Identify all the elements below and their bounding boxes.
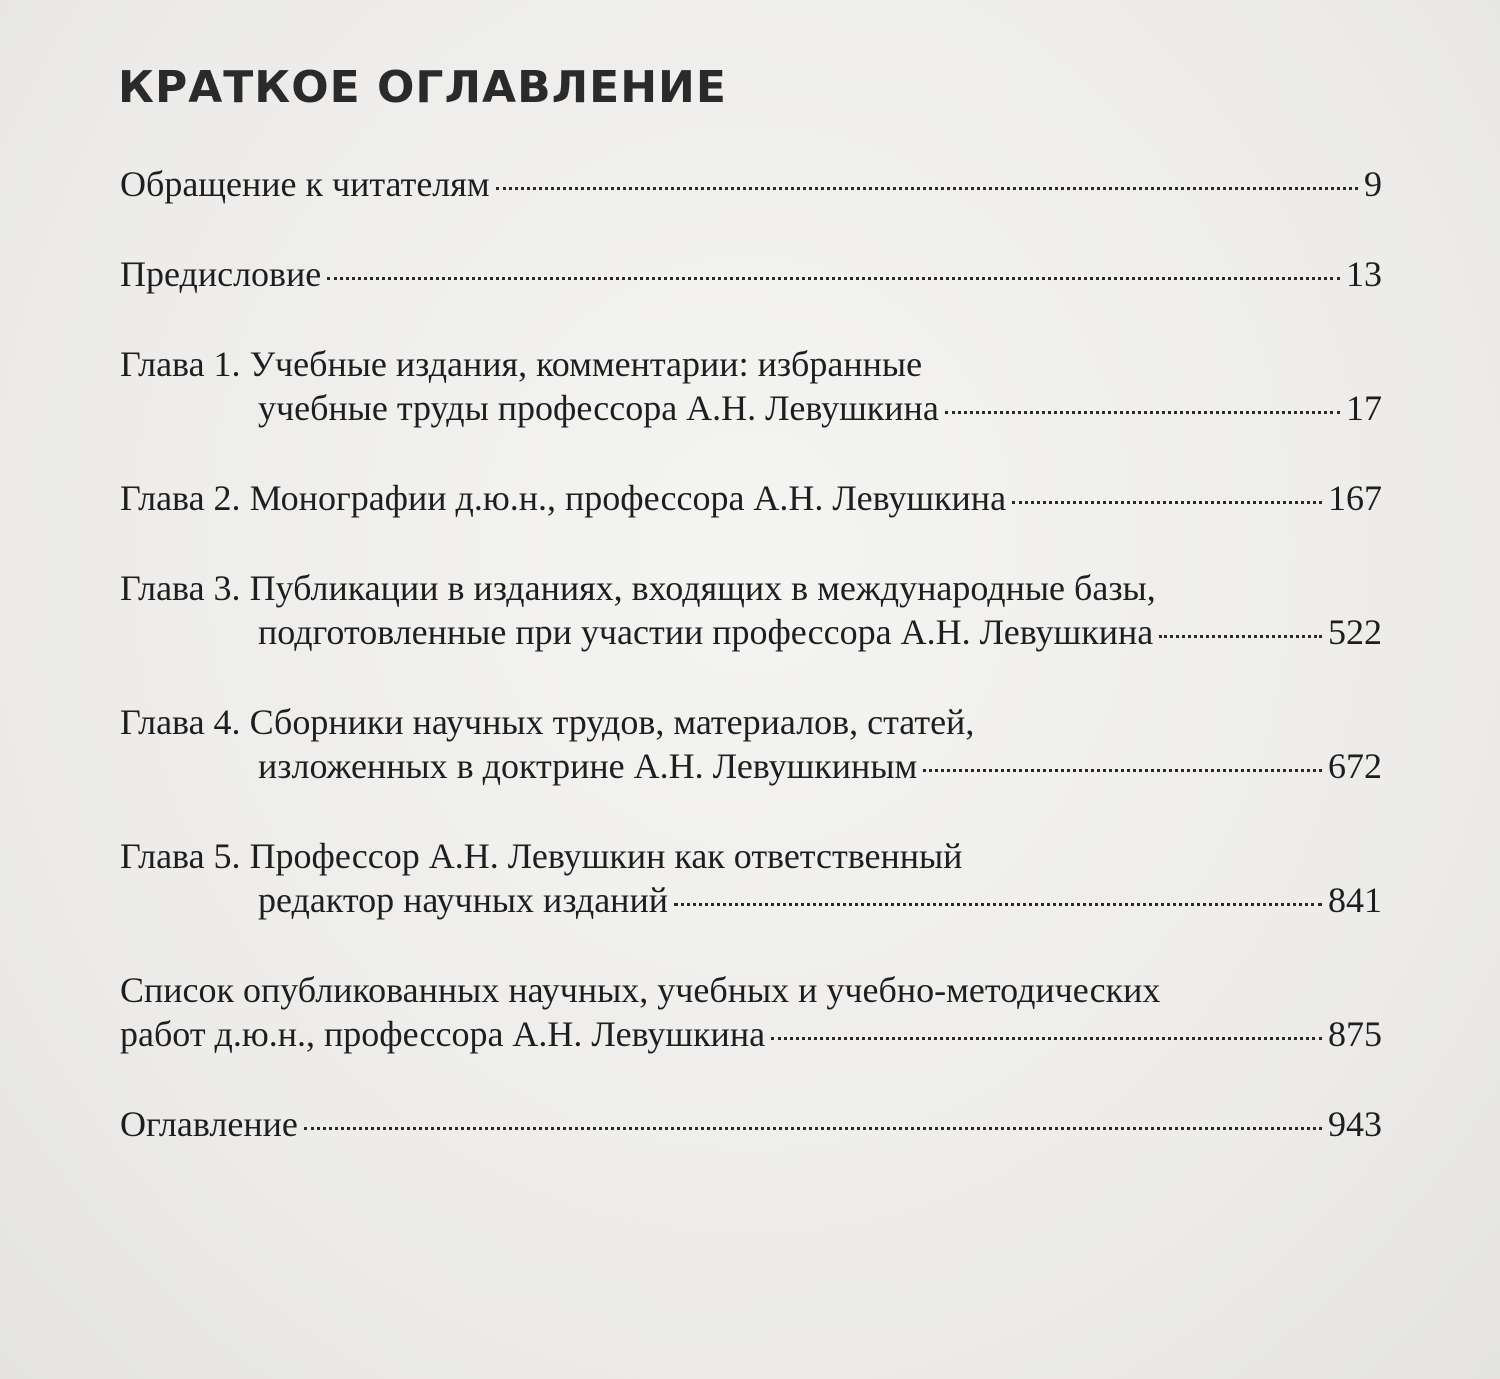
dot-leader	[304, 1127, 1322, 1130]
chapter-label: Глава 5.	[120, 836, 241, 876]
toc-entry-title: Сборники научных трудов, материалов, статей,	[249, 702, 975, 742]
toc-page-number: 672	[1328, 746, 1382, 786]
chapter-label: Глава 4.	[120, 702, 241, 742]
toc-page-number: 943	[1328, 1104, 1382, 1144]
toc-entry-title: Предисловие	[120, 254, 322, 294]
toc-entry-title-cont: учебные труды профессора А.Н. Левушкина	[258, 388, 939, 428]
toc-entry-publications-list[interactable]	[120, 968, 1382, 1056]
dot-leader	[1012, 501, 1322, 504]
dot-leader	[674, 903, 1322, 906]
toc-entry-chapter-2[interactable]	[120, 476, 1382, 520]
toc-entry-title: Оглавление	[120, 1104, 298, 1144]
toc-entry-chapter-4[interactable]	[120, 700, 1382, 788]
dot-leader	[1159, 635, 1322, 638]
toc-page-number: 875	[1328, 1014, 1382, 1054]
dot-leader	[945, 411, 1340, 414]
dot-leader	[496, 187, 1358, 190]
dot-leader	[923, 769, 1322, 772]
chapter-label: Глава 3.	[120, 568, 241, 608]
toc-entry-chapter-1[interactable]	[120, 342, 1382, 430]
toc-entry-chapter-5[interactable]	[120, 834, 1382, 922]
toc-page-number: 17	[1346, 388, 1382, 428]
toc-entry-contents[interactable]	[120, 1102, 1382, 1146]
toc-entry-title: Обращение к читателям	[120, 164, 490, 204]
toc-entry-title: Монографии д.ю.н., профессора А.Н. Левушкина	[249, 478, 1007, 518]
toc-entry-title-cont: редактор научных изданий	[258, 880, 668, 920]
toc-page-number: 167	[1328, 478, 1382, 518]
toc-entry-title-cont: работ д.ю.н., профессора А.Н. Левушкина	[120, 1014, 766, 1054]
chapter-label: Глава 2.	[120, 478, 241, 518]
toc-page-number: 522	[1328, 612, 1382, 652]
toc-entry-preface[interactable]	[120, 252, 1382, 296]
toc-entry-title-cont: изложенных в доктрине А.Н. Левушкиным	[258, 746, 918, 786]
toc-entry-title: Список опубликованных научных, учебных и учебно-методических	[120, 970, 1161, 1010]
toc-page-number: 9	[1364, 164, 1382, 204]
toc-page-number: 13	[1346, 254, 1382, 294]
toc-page-number: 841	[1328, 880, 1382, 920]
toc-entry-address[interactable]	[120, 162, 1382, 206]
toc-entry-title: Профессор А.Н. Левушкин как ответственный	[249, 836, 963, 876]
toc-entry-title: Публикации в изданиях, входящих в международные базы,	[249, 568, 1156, 608]
toc-entry-title: Учебные издания, комментарии: избранные	[249, 344, 923, 384]
toc-entry-chapter-3[interactable]	[120, 566, 1382, 654]
page-title: КРАТКОЕ ОГЛАВЛЕНИЕ	[118, 62, 727, 113]
dot-leader	[327, 277, 1340, 280]
dot-leader	[771, 1037, 1322, 1040]
chapter-label: Глава 1.	[120, 344, 241, 384]
toc-entry-title-cont: подготовленные при участии профессора А.Н. Левушкина	[258, 612, 1154, 652]
